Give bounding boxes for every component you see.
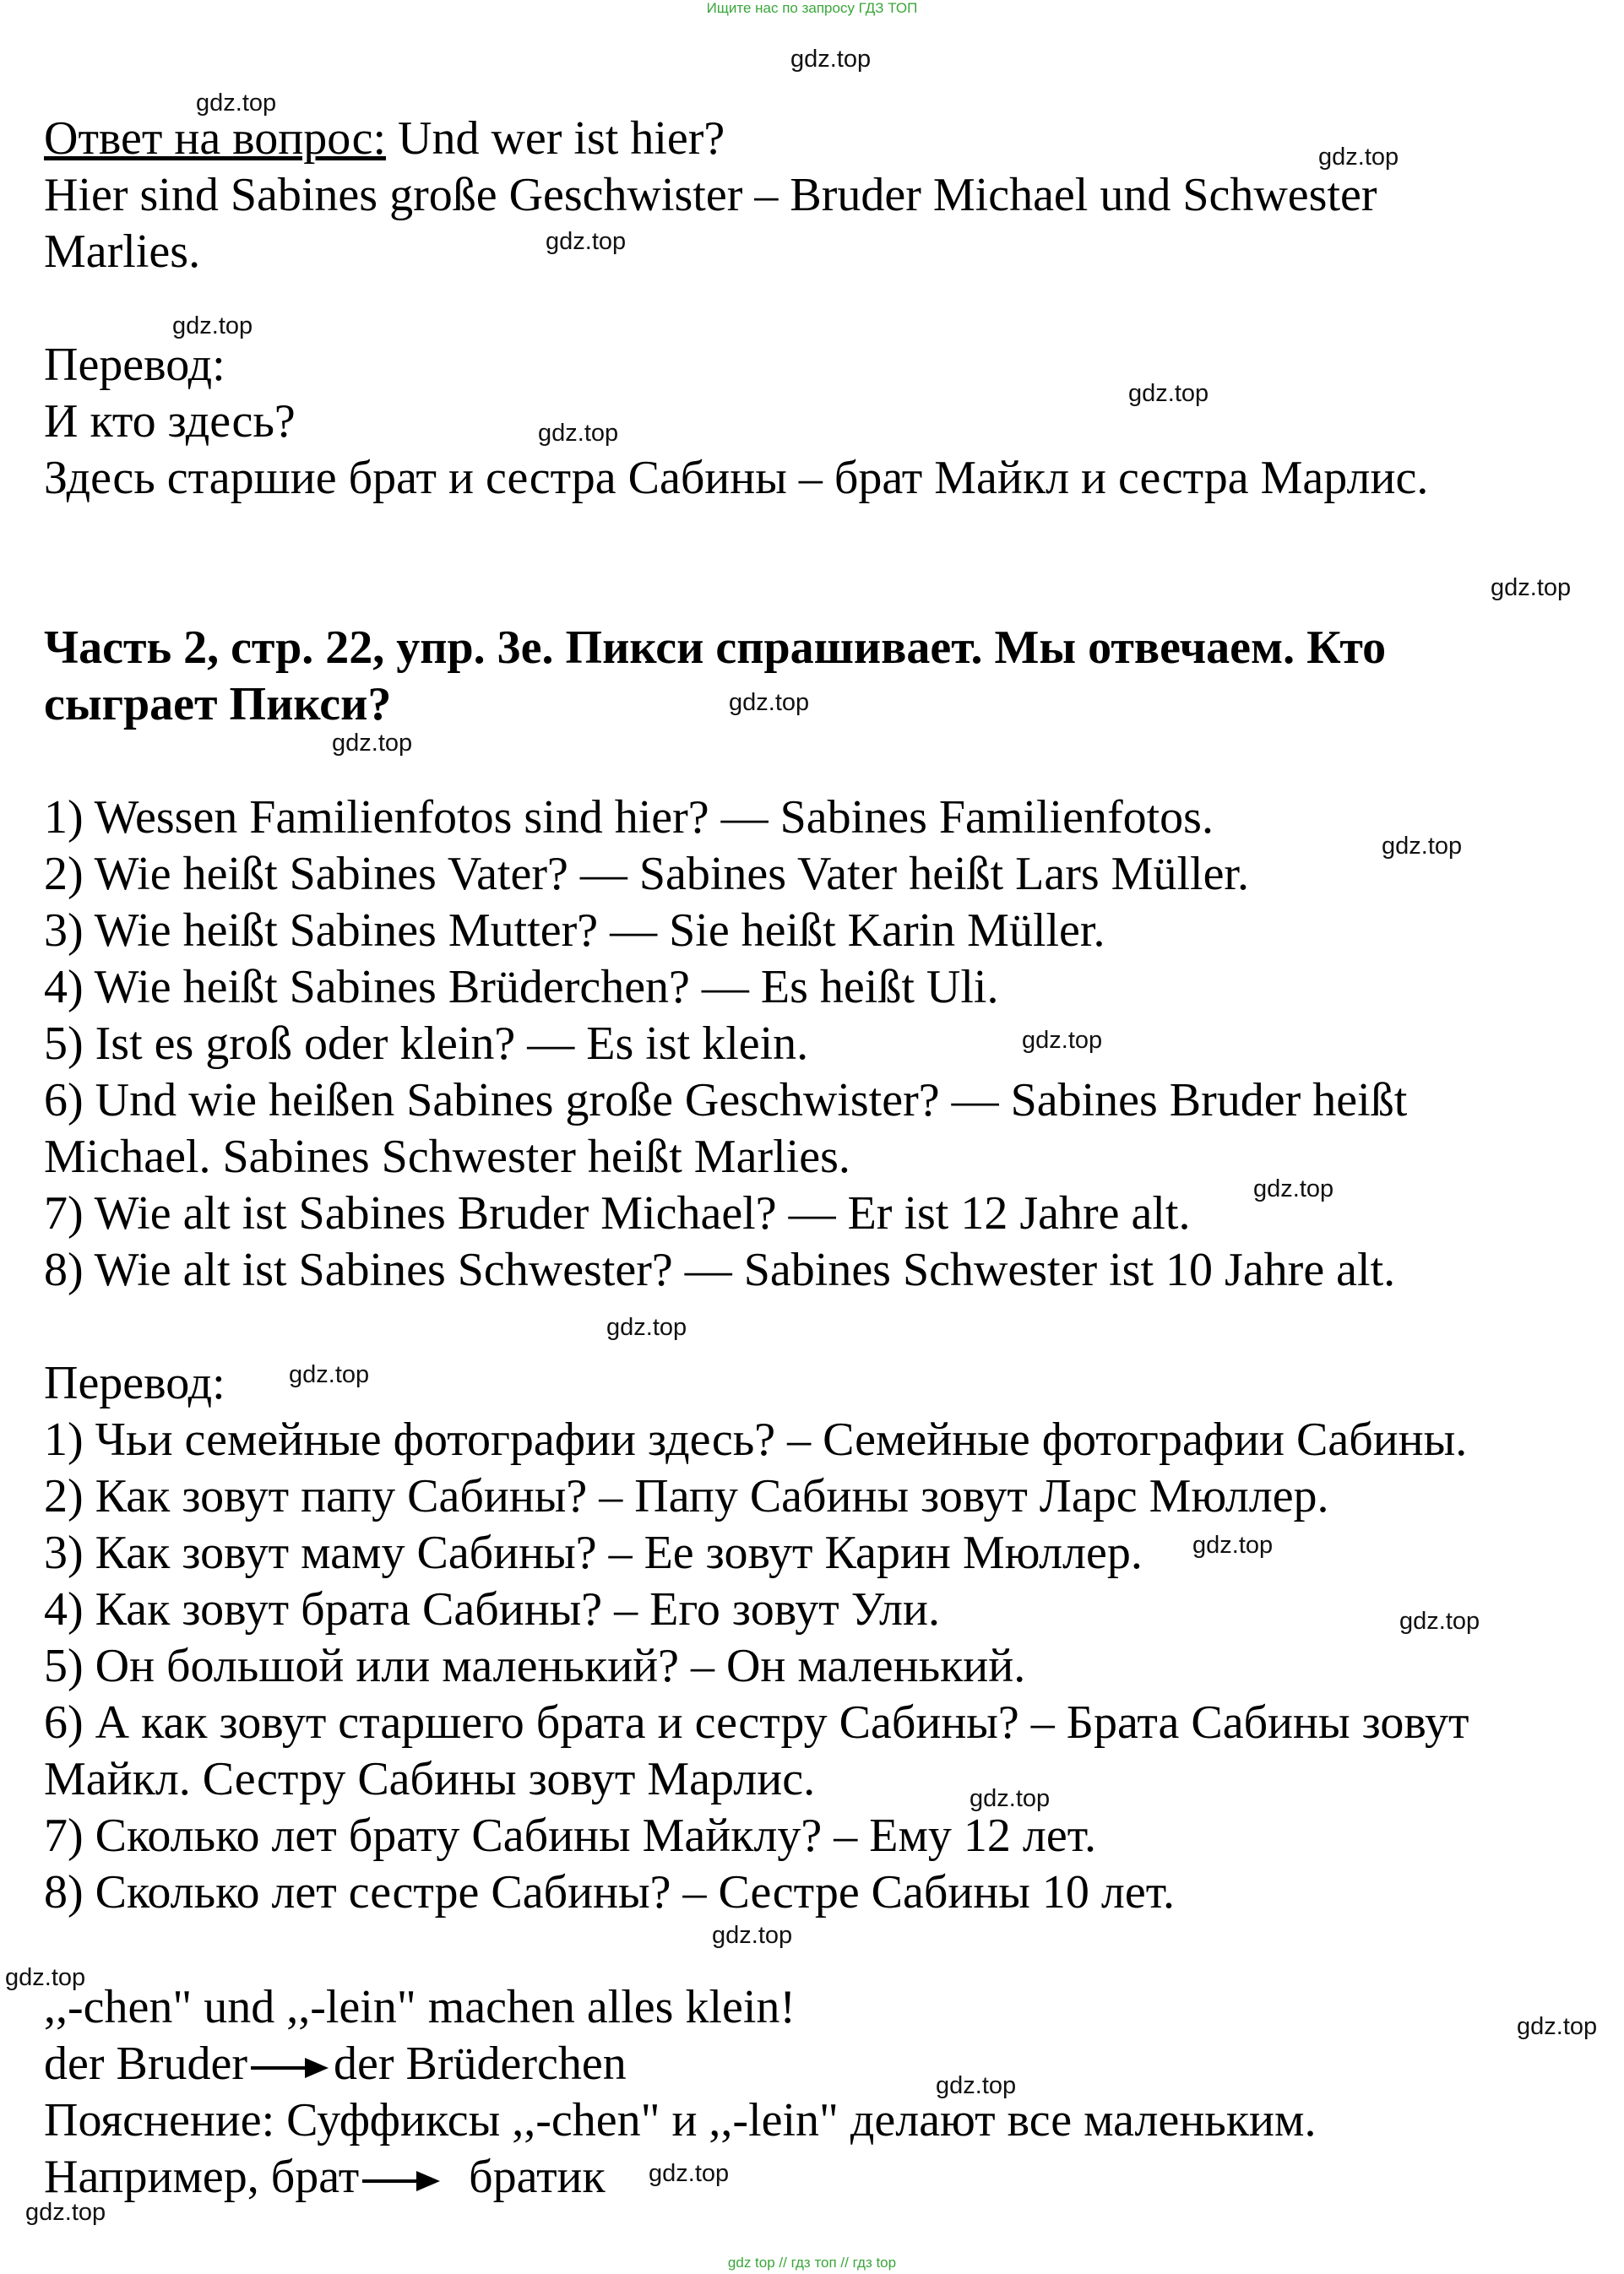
watermark: gdz.top [1382, 833, 1463, 860]
russian-line: 4) Как зовут брата Сабины? – Его зовут Ули. [44, 1583, 940, 1636]
german-line: 2) Wie heißt Sabines Vater? — Sabines Vater heißt Lars Müller. [44, 848, 1249, 900]
watermark: gdz.top [332, 730, 413, 757]
russian-line: 3) Как зовут маму Сабины? – Ее зовут Карин Мюллер. [44, 1527, 1143, 1579]
watermark: gdz.top [1022, 1027, 1103, 1054]
watermark: gdz.top [1318, 144, 1399, 171]
watermark: gdz.top [1192, 1532, 1274, 1559]
example-left: der Bruder [44, 2038, 248, 2090]
watermark: gdz.top [1517, 2013, 1598, 2040]
russian-line: Майкл. Сестру Сабины зовут Марлис. [44, 1753, 816, 1805]
russian-line: 7) Сколько лет брату Сабины Майклу? – Ему 12 лет. [44, 1810, 1096, 1862]
watermark: gdz.top [172, 312, 253, 339]
watermark: gdz.top [546, 228, 627, 255]
russian-line: 8) Сколько лет сестре Сабины? – Сестре Сабины 10 лет. [44, 1866, 1175, 1919]
russian-line: 5) Он большой или маленький? – Он маленький. [44, 1640, 1026, 1692]
watermark: gdz.top [1399, 1608, 1480, 1635]
watermark: gdz.top [1491, 574, 1572, 601]
german-line: 1) Wessen Familienfotos sind hier? — Sabines Familienfotos. [44, 791, 1214, 844]
suffix-rule: ,,-chen" und ,,-lein" machen alles klein! [44, 1981, 796, 2033]
answer-line [44, 110, 725, 167]
watermark: gdz.top [538, 420, 619, 447]
german-line: 4) Wie heißt Sabines Brüderchen? — Es heißt Uli. [44, 961, 999, 1013]
footer-banner: gdz top // гдз топ // гдз top [727, 2255, 897, 2271]
german-line: 7) Wie alt ist Sabines Bruder Michael? — Er ist 12 Jahre alt. [44, 1187, 1191, 1240]
ru-example-left: Например, брат [44, 2151, 360, 2203]
answer-text-line-2: Marlies. [44, 225, 201, 278]
russian-line: 2) Как зовут папу Сабины? – Папу Сабины зовут Ларс Мюллер. [44, 1470, 1329, 1522]
watermark: gdz.top [712, 1922, 793, 1949]
watermark: gdz.top [970, 1785, 1051, 1812]
watermark: gdz.top [1253, 1175, 1334, 1202]
translation-label: Перевод: [44, 339, 225, 391]
watermark: gdz.top [729, 689, 810, 716]
translation-label-2: Перевод: [44, 1357, 225, 1409]
watermark: gdz.top [289, 1361, 370, 1388]
ru-example-right: братик [469, 2151, 606, 2203]
section-heading-line-1: Часть 2, стр. 22, упр. 3е. Пикси спрашивает. Мы отвечаем. Кто [44, 621, 1387, 674]
russian-line: 6) А как зовут старшего брата и сестру Сабины? – Брата Сабины зовут [44, 1696, 1469, 1749]
watermark: gdz.top [5, 1964, 86, 1991]
watermark: gdz.top [790, 46, 872, 73]
translation-answer: Здесь старшие брат и сестра Сабины – брат Майкл и сестра Марлис. [44, 452, 1429, 504]
watermark: gdz.top [606, 1314, 687, 1341]
german-line: 6) Und wie heißen Sabines große Geschwister? — Sabines Bruder heißt [44, 1074, 1408, 1126]
answer-label: Ответ на вопрос: [44, 112, 387, 165]
russian-example [44, 2148, 606, 2206]
watermark: gdz.top [1128, 380, 1209, 407]
question-text: Und wer ist hier? [386, 112, 725, 165]
german-line: 5) Ist es groß oder klein? — Es ist klein. [44, 1018, 809, 1070]
section-heading-line-2: сыграет Пикси? [44, 678, 392, 730]
german-line: 8) Wie alt ist Sabines Schwester? — Sabines Schwester ist 10 Jahre alt. [44, 1244, 1396, 1296]
watermark: gdz.top [936, 2072, 1017, 2099]
answer-text-line-1: Hier sind Sabines große Geschwister – Bruder Michael und Schwester [44, 169, 1377, 221]
german-example [44, 2035, 627, 2092]
header-banner: Ищите нас по запросу ГДЗ ТОП [706, 0, 918, 16]
russian-line: 1) Чьи семейные фотографии здесь? – Семейные фотографии Сабины. [44, 1414, 1468, 1466]
translation-question: И кто здесь? [44, 395, 296, 448]
watermark: gdz.top [196, 90, 277, 117]
suffix-explanation: Пояснение: Суффиксы ,,-chen" и ,,-lein" делают все маленьким. [44, 2094, 1317, 2146]
watermark: gdz.top [649, 2160, 730, 2187]
watermark: gdz.top [25, 2199, 106, 2226]
arrow-right-icon [362, 2171, 440, 2191]
german-line: Michael. Sabines Schwester heißt Marlies. [44, 1131, 850, 1183]
example-right: der Brüderchen [334, 2038, 627, 2090]
arrow-right-icon [251, 2058, 329, 2078]
german-line: 3) Wie heißt Sabines Mutter? — Sie heißt Karin Müller. [44, 904, 1105, 957]
